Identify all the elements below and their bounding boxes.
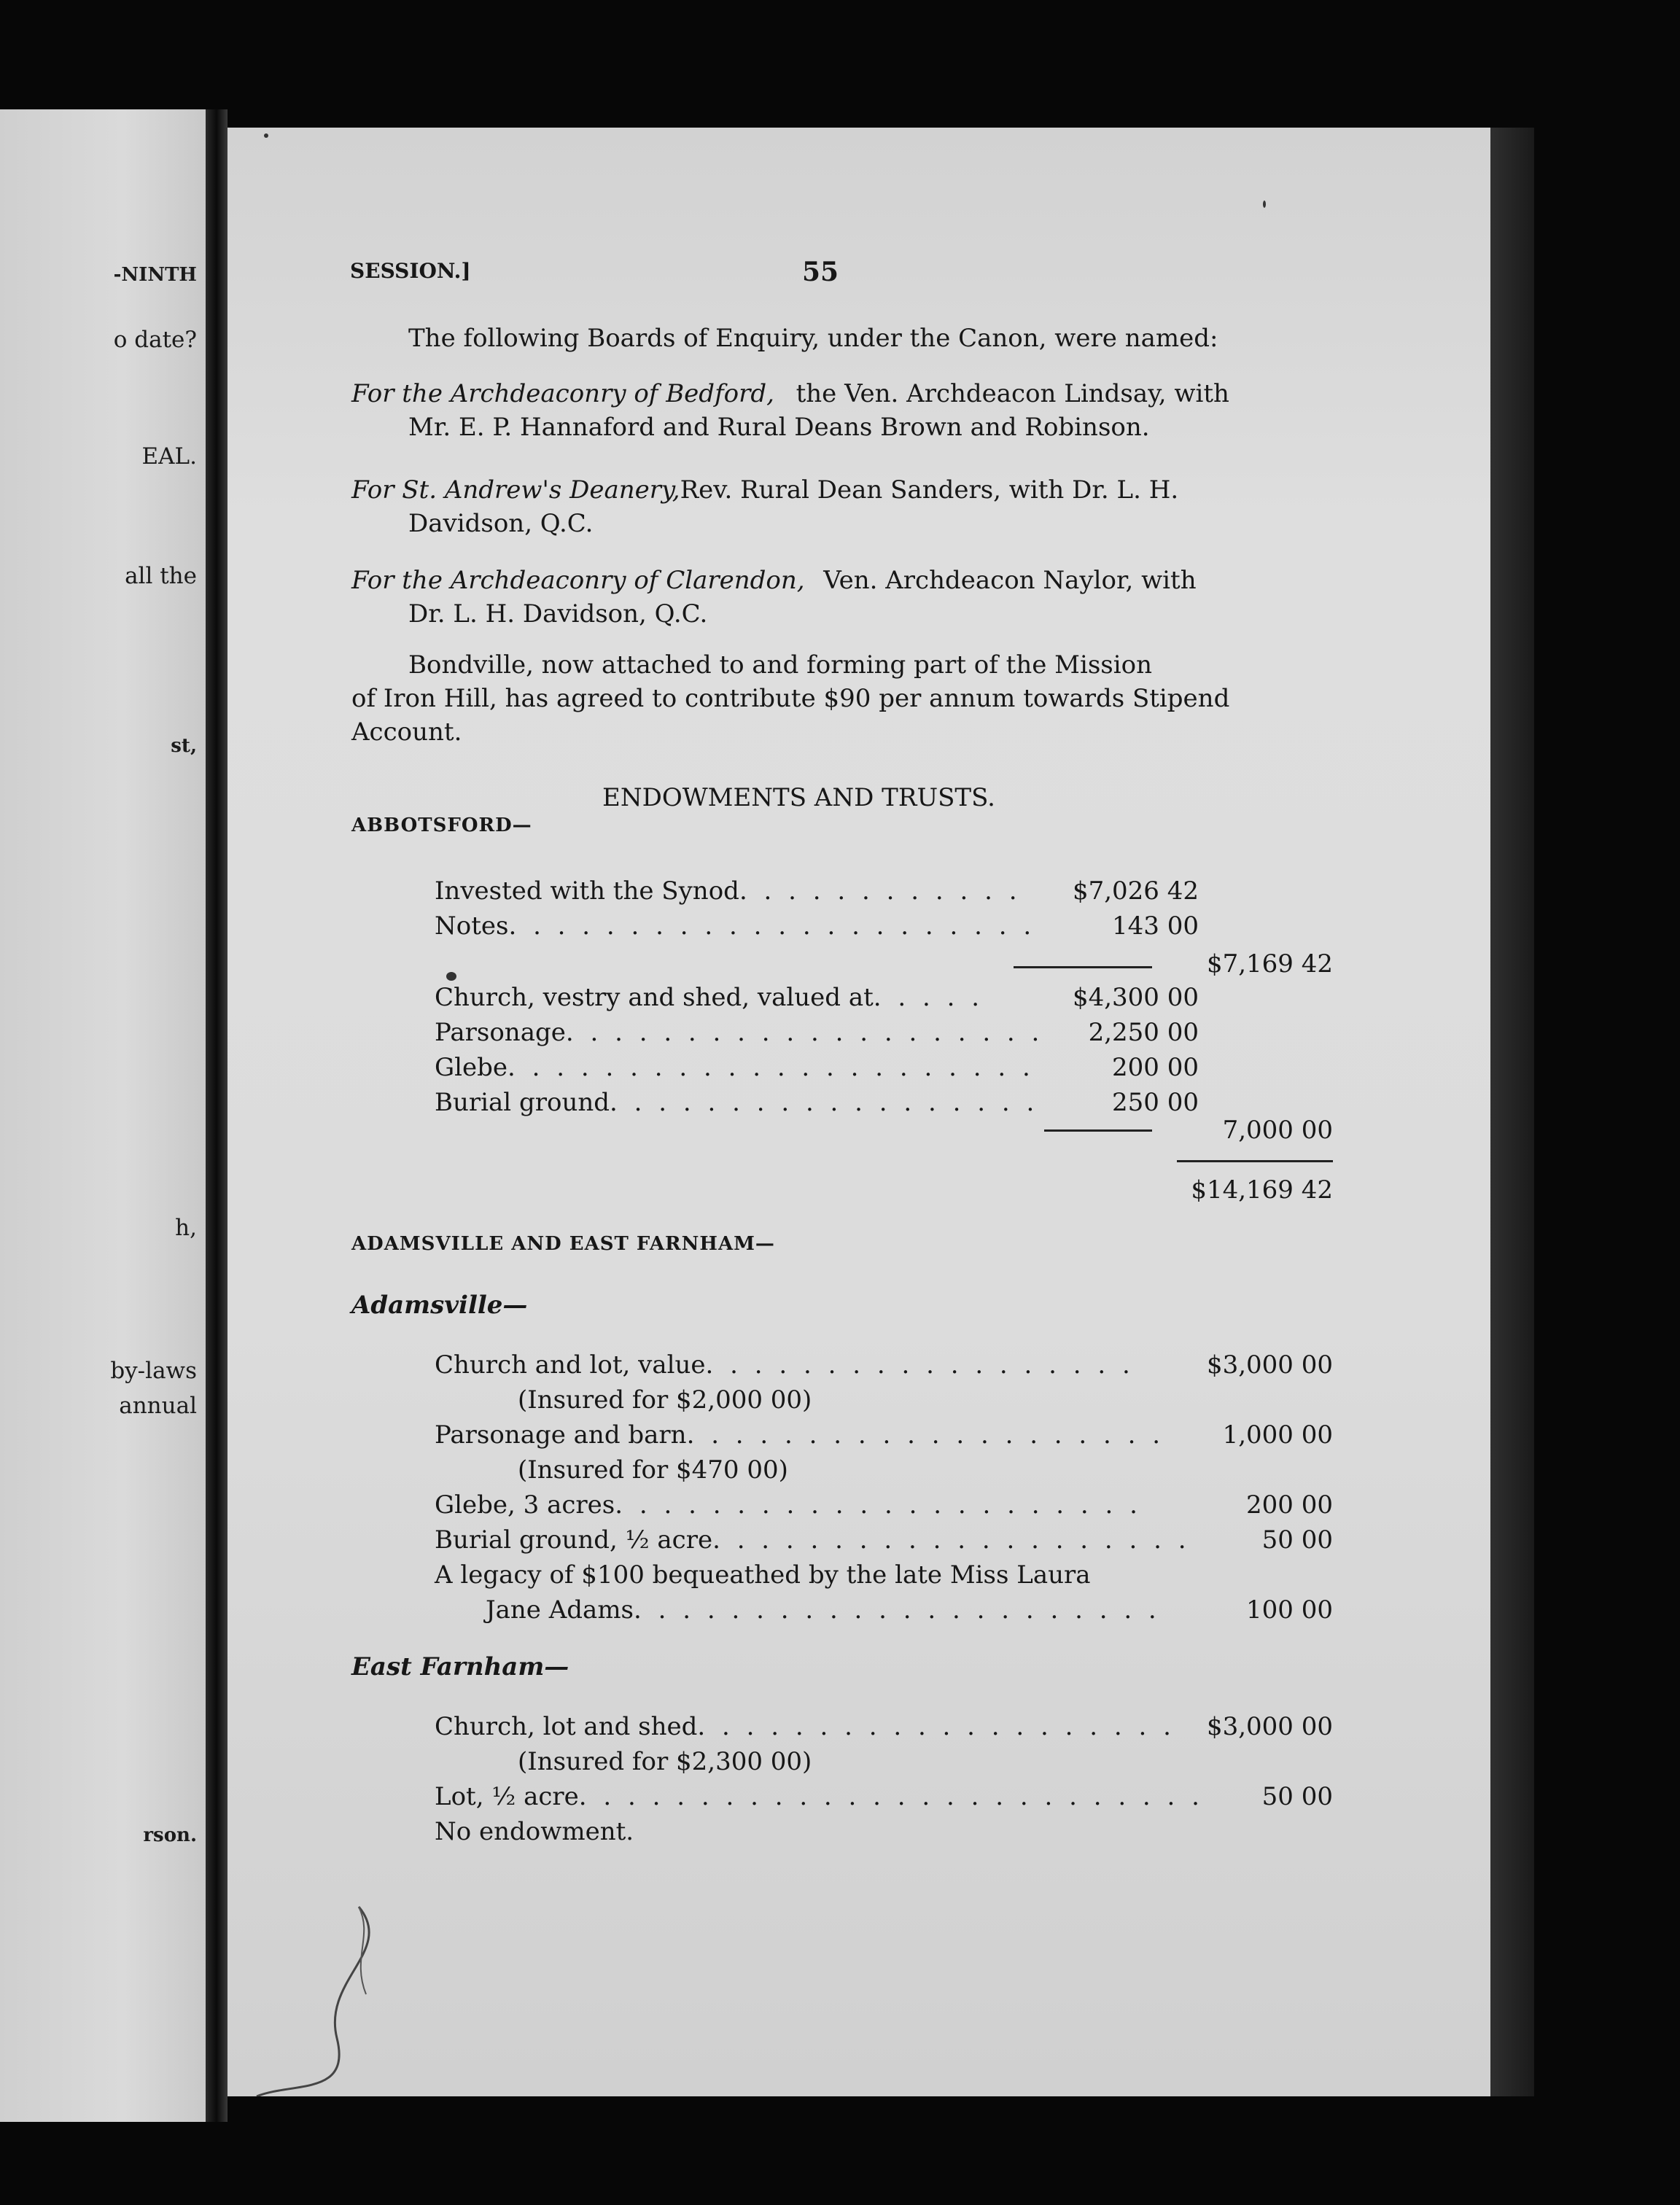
board-text-continued: Mr. E. P. Hannaford and Rural Deans Brown and Robinson. xyxy=(408,413,1150,442)
hair-artifact xyxy=(249,1892,556,2096)
adjacent-left-page xyxy=(0,109,206,2122)
item-label: Church, vestry and shed, valued at xyxy=(435,983,874,1012)
sum-rule xyxy=(1044,1129,1152,1132)
left-fragment: h, xyxy=(175,1215,197,1241)
leader-dots: . . . . . xyxy=(873,983,984,1012)
ledger-amount: 1,000 00 xyxy=(1222,1420,1333,1450)
leader-dots: . . . . . . . . . . . . xyxy=(739,876,1022,906)
leader-dots: . . . . . . . . . . . . . . . . . . . . xyxy=(697,1712,1175,1741)
section-title: ENDOWMENTS AND TRUSTS. xyxy=(602,783,995,812)
scan-speck xyxy=(264,133,268,138)
left-fragment: -NINTH xyxy=(113,264,197,286)
board-text-continued: Dr. L. H. Davidson, Q.C. xyxy=(408,599,708,629)
scan-speck xyxy=(446,972,456,981)
ledger-amount: 250 00 xyxy=(1112,1088,1199,1117)
ledger-amount: $3,000 00 xyxy=(1206,1712,1333,1741)
page-edge xyxy=(1490,128,1534,2096)
item-label: Church and lot, value xyxy=(435,1350,706,1380)
left-fragment: rson. xyxy=(143,1824,197,1846)
item-label: Church, lot and shed xyxy=(435,1712,698,1741)
item-label: Parsonage and barn xyxy=(435,1420,687,1450)
subtotal-amount: 7,000 00 xyxy=(1222,1116,1333,1145)
legacy-note: A legacy of $100 bequeathed by the late Miss Laura xyxy=(435,1560,1091,1590)
insurance-note: (Insured for $470 00) xyxy=(518,1455,788,1485)
board-label: For the Archdeaconry of Clarendon, xyxy=(351,566,805,595)
sub-heading: Adamsville— xyxy=(351,1291,528,1320)
ledger-amount: 50 00 xyxy=(1261,1525,1333,1555)
left-fragment: o date? xyxy=(113,327,197,353)
item-label: Glebe, 3 acres xyxy=(435,1490,615,1520)
item-label: Parsonage xyxy=(435,1018,566,1047)
page-number: 55 xyxy=(802,257,839,287)
item-label: Invested with the Synod xyxy=(435,876,739,906)
ledger-item-label xyxy=(435,1090,1038,1115)
running-header: SESSION.] xyxy=(350,259,471,283)
board-text: the Ven. Archdeacon Lindsay, with xyxy=(796,379,1229,408)
board-text-continued: Davidson, Q.C. xyxy=(408,509,594,538)
ledger-item-label xyxy=(435,1420,1165,1450)
insurance-note: (Insured for $2,300 00) xyxy=(518,1747,812,1776)
ledger-item-label xyxy=(435,1055,1035,1080)
book-page xyxy=(228,128,1490,2096)
bondville-paragraph: Account. xyxy=(351,718,462,747)
leader-dots: . . . . . . . . . . . . . . . . . . . . xyxy=(686,1420,1165,1450)
board-text: Ven. Archdeacon Naylor, with xyxy=(823,566,1197,595)
item-label: Burial ground, ½ acre xyxy=(435,1525,713,1555)
parish-heading: ADAMSVILLE AND EAST FARNHAM— xyxy=(351,1233,775,1255)
book-spine xyxy=(206,109,228,2122)
item-label: Glebe xyxy=(435,1053,508,1082)
left-fragment: annual xyxy=(119,1393,197,1419)
ledger-amount: $3,000 00 xyxy=(1206,1350,1333,1380)
ledger-item-label xyxy=(435,1490,1142,1520)
leader-dots: . . . . . . . . . . . . . . . . . . xyxy=(705,1350,1135,1380)
ledger-amount: 143 00 xyxy=(1112,911,1199,941)
ledger-amount: $4,300 00 xyxy=(1072,983,1199,1012)
bondville-paragraph: of Iron Hill, has agreed to contribute $90 per annum towards Stipend xyxy=(351,684,1230,713)
leader-dots: . . . . . . . . . . . . . . . . . . . . . . xyxy=(508,911,1036,941)
board-entry xyxy=(351,475,1179,505)
total-rule xyxy=(1177,1160,1333,1162)
ledger-amount: 50 00 xyxy=(1261,1782,1333,1811)
ledger-item-label xyxy=(486,1595,1161,1625)
subtotal-amount: $7,169 42 xyxy=(1206,949,1333,979)
leader-dots: . . . . . . . . . . . . . . . . . . . . xyxy=(565,1018,1044,1047)
board-label: For St. Andrew's Deanery, xyxy=(351,475,680,505)
ledger-item-label xyxy=(435,1350,1135,1380)
ledger-item-label xyxy=(435,1525,1191,1555)
ledger-item-label xyxy=(435,1714,1175,1739)
board-entry xyxy=(351,568,1197,593)
scan-speck xyxy=(1263,201,1266,208)
total-amount: $14,169 42 xyxy=(1191,1175,1333,1205)
left-fragment: by-laws xyxy=(110,1358,197,1384)
item-label: Jane Adams xyxy=(486,1595,634,1625)
intro-paragraph: The following Boards of Enquiry, under the Canon, were named: xyxy=(408,324,1218,353)
leader-dots: . . . . . . . . . . . . . . . . . . . . . . xyxy=(508,1053,1035,1082)
item-label: Lot, ½ acre xyxy=(435,1782,579,1811)
ledger-amount: $7,026 42 xyxy=(1072,876,1199,906)
ledger-item-label xyxy=(435,911,1036,941)
insurance-note: (Insured for $2,000 00) xyxy=(518,1385,812,1415)
sum-rule xyxy=(1014,966,1152,968)
left-fragment: all the xyxy=(125,563,197,589)
board-text: Rev. Rural Dean Sanders, with Dr. L. H. xyxy=(680,475,1179,505)
ledger-item-label xyxy=(435,1784,1204,1809)
no-endowment-note: No endowment. xyxy=(435,1817,634,1846)
ledger-amount: 200 00 xyxy=(1246,1490,1333,1520)
leader-dots: . . . . . . . . . . . . . . . . . . . . xyxy=(712,1525,1191,1555)
abbotsford-heading: ABBOTSFORD— xyxy=(351,814,532,836)
leader-dots: . . . . . . . . . . . . . . . . . . . . . . xyxy=(634,1595,1161,1625)
ledger-amount: 200 00 xyxy=(1112,1053,1199,1082)
ledger-item-label xyxy=(435,876,1022,906)
bondville-paragraph: Bondville, now attached to and forming part of the Mission xyxy=(408,650,1152,680)
leader-dots: . . . . . . . . . . . . . . . . . . . . . . xyxy=(615,1490,1142,1520)
board-label: For the Archdeaconry of Bedford, xyxy=(351,379,774,408)
sub-heading: East Farnham— xyxy=(351,1652,569,1681)
ledger-amount: 2,250 00 xyxy=(1088,1018,1199,1047)
leader-dots: . . . . . . . . . . . . . . . . . . . . . . . . . . xyxy=(578,1782,1204,1811)
left-fragment: EAL. xyxy=(141,443,197,470)
ledger-amount: 100 00 xyxy=(1246,1595,1333,1625)
item-label: Notes xyxy=(435,911,509,941)
ledger-item-label xyxy=(435,985,984,1010)
board-entry xyxy=(351,381,1229,406)
ledger-item-label xyxy=(435,1020,1043,1045)
leader-dots: . . . . . . . . . . . . . . . . . . xyxy=(610,1088,1039,1117)
left-fragment: st, xyxy=(171,735,197,757)
item-label: Burial ground xyxy=(435,1088,610,1117)
